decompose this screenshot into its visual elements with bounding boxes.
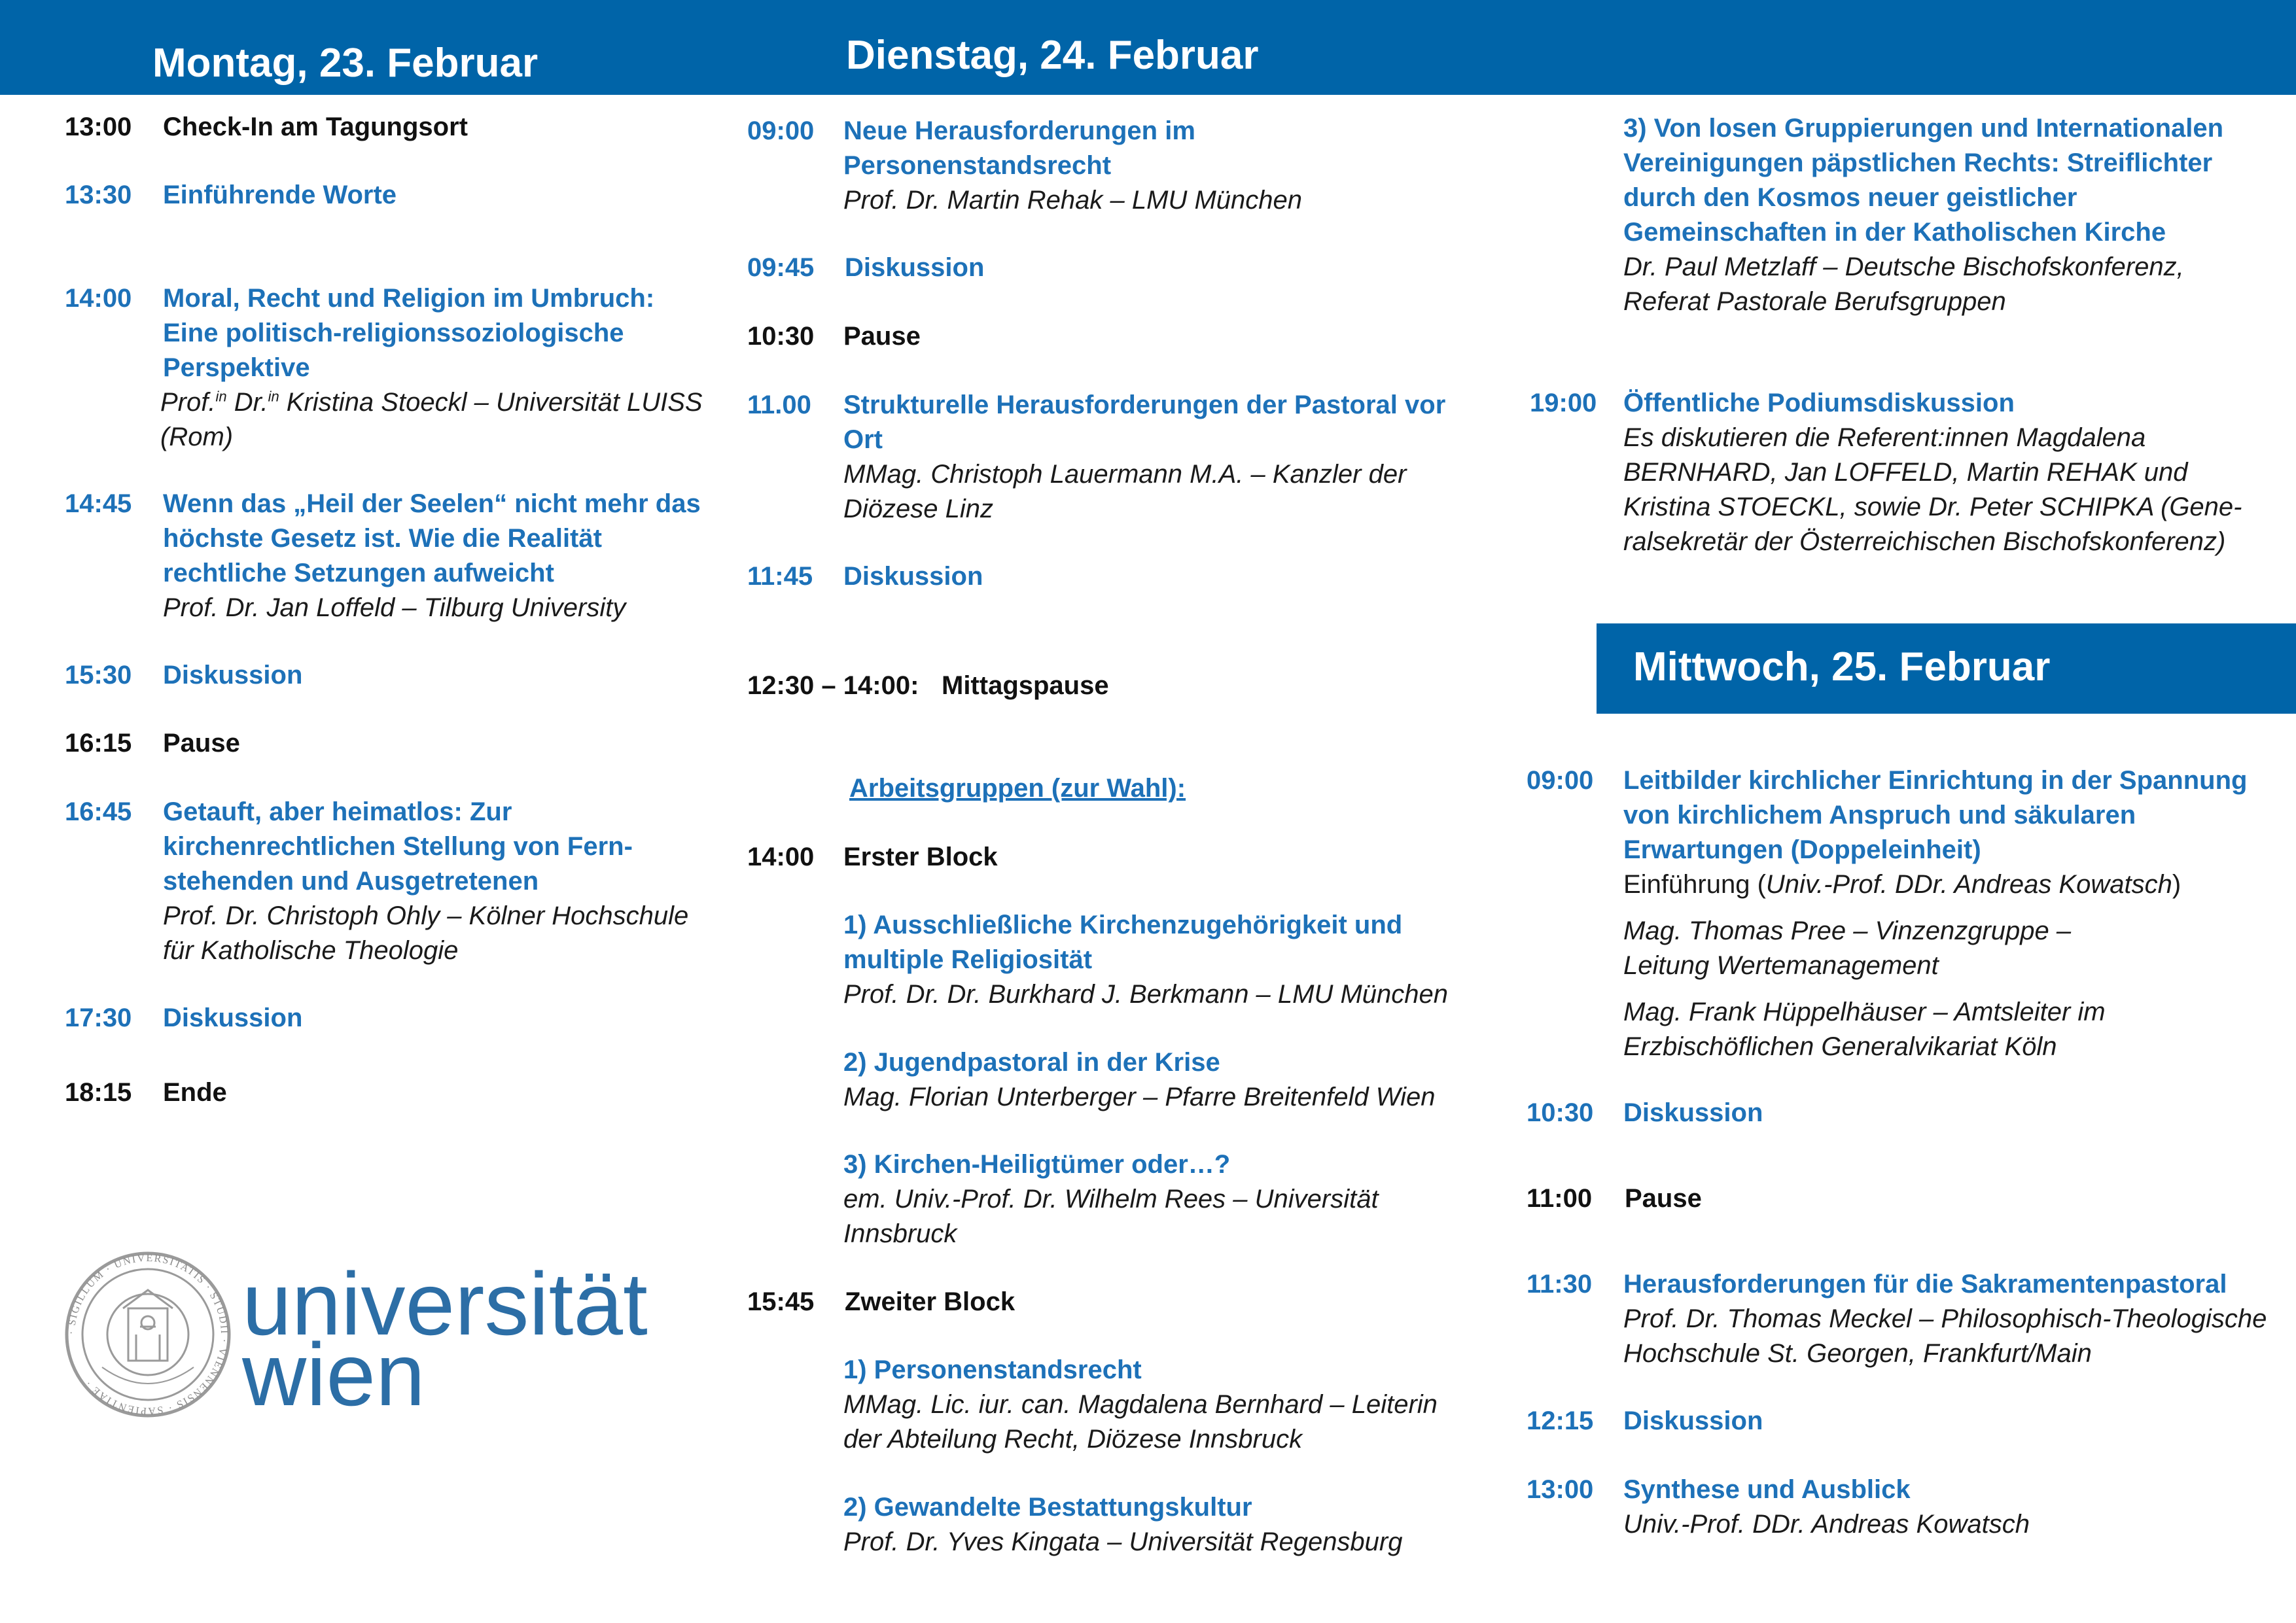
entry-title: Strukturelle Herausforderungen der Pastoral vor Ort bbox=[843, 391, 1446, 454]
entry-time: 12:15 bbox=[1527, 1406, 1594, 1435]
entry-time: 09:45 bbox=[747, 253, 815, 282]
entry-time: 11:30 bbox=[1527, 1270, 1593, 1299]
entry-title: Diskussion bbox=[1623, 1098, 1763, 1127]
entry-title: Erster Block bbox=[843, 843, 998, 871]
entry-title: Herausforderungen für die Sakramentenpastoral bbox=[1623, 1270, 2227, 1299]
entry-speaker: Dr. Paul Metzlaff – Deutsche Bischofskonferenz, Referat Pastorale Berufsgruppen bbox=[1623, 253, 2184, 316]
day-title-wednesday: Mittwoch, 25. Februar bbox=[1633, 644, 2051, 689]
seal-text: · SIGILLUM · UNIVERSITATIS · STUDII · VIENNENSIS · SAPIENTIAE · bbox=[65, 1252, 230, 1417]
entry-time: 10:30 bbox=[747, 322, 815, 351]
entry-speaker: MMag. Lic. iur. can. Magdalena Bernhard – Leiterin der Abteilung Recht, Diözese Innsbruck bbox=[843, 1390, 1438, 1454]
entry-time: 12:30 – 14:00: bbox=[747, 671, 919, 700]
entry-title: 2) Gewandelte Bestattungskultur bbox=[843, 1493, 1252, 1522]
working-groups-link[interactable]: Arbeitsgruppen (zur Wahl): bbox=[849, 774, 1186, 803]
entry-title: Diskussion bbox=[163, 1003, 303, 1032]
entry-time: 17:30 bbox=[65, 1003, 132, 1032]
day-title-monday: Montag, 23. Februar bbox=[152, 41, 539, 86]
entry-title: Getauft, aber heimatlos: Zur kirchenrechtlichen Stellung von Fernstehenden und Ausgetretenen bbox=[163, 797, 633, 896]
entry-time: 15:45 bbox=[747, 1287, 815, 1316]
entry-title: 3) Von losen Gruppierungen und Internationalen Vereinigungen päpstlichen Rechts: Streiflichter durch den Kosmos neuer geistlicher Gemeinschaften in der Katholischen Kirche bbox=[1623, 114, 2224, 247]
entry-title: Ende bbox=[163, 1078, 227, 1107]
entry-title: 1) Ausschließliche Kirchenzugehörigkeit und multiple Religiosität bbox=[843, 911, 1403, 974]
entry-speaker: Es diskutieren die Referent:innen Magdalena BERNHARD, Jan LOFFELD, Martin REHAK und Kristina STOECKL, sowie Dr. Peter SCHIPKA (Generalsekretär der Österreichischen Bischofskonferenz) bbox=[1623, 423, 2242, 556]
entry-speaker: Prof. Dr. Christoph Ohly – Kölner Hochschule für Katholische Theologie bbox=[163, 901, 689, 965]
entry-time: 11:45 bbox=[747, 562, 813, 591]
entry-time: 09:00 bbox=[1527, 766, 1594, 795]
entry-speaker: Prof. Dr. Yves Kingata – Universität Regensburg bbox=[843, 1527, 1403, 1556]
entry-intro: Einführung (Univ.-Prof. DDr. Andreas Kowatsch) bbox=[1623, 870, 2181, 899]
entry-title: Leitbilder kirchlicher Einrichtung in der Spannung von kirchlichem Anspruch und säkularen Erwartungen (Doppeleinheit) bbox=[1623, 766, 2248, 864]
entry-title: 3) Kirchen-Heiligtümer oder…? bbox=[843, 1150, 1231, 1179]
entry-time: 09:00 bbox=[747, 116, 815, 145]
entry-speaker: Prof. Dr. Thomas Meckel – Philosophisch-Theologische Hochschule St. Georgen, Frankfurt/Main bbox=[1623, 1304, 2267, 1368]
entry-speaker: Prof. Dr. Dr. Burkhard J. Berkmann – LMU München bbox=[843, 980, 1449, 1009]
entry-speaker: Univ.-Prof. DDr. Andreas Kowatsch bbox=[1623, 1510, 2030, 1539]
tuesday-schedule bbox=[747, 114, 1454, 1573]
entry-title: Diskussion bbox=[845, 253, 985, 282]
entry-title: Pause bbox=[843, 322, 921, 351]
monday-schedule bbox=[65, 110, 713, 1130]
university-logo bbox=[63, 1249, 652, 1420]
entry-speaker: Prof.$^{in}$ Dr.$^{in}$ Kristina Stoeckl – Universität LUISS (Rom) bbox=[160, 388, 703, 451]
entry-time: 16:45 bbox=[65, 797, 132, 826]
entry-title: Zweiter Block bbox=[845, 1287, 1016, 1316]
entry-title: Synthese und Ausblick bbox=[1623, 1475, 1911, 1504]
logo-line-1: universität bbox=[242, 1254, 648, 1353]
entry-title: 1) Personenstandsrecht bbox=[843, 1355, 1142, 1384]
entry-time: 13:30 bbox=[65, 181, 132, 209]
entry-title: Wenn das „Heil der Seelen“ nicht mehr das höchste Gesetz ist. Wie die Realität rechtliche Setzungen aufweicht bbox=[163, 489, 701, 587]
entry-title: Neue Herausforderungen im Personenstandsrecht bbox=[843, 116, 1195, 180]
entry-time: 15:30 bbox=[65, 661, 132, 689]
entry-speaker: Mag. Florian Unterberger – Pfarre Breitenfeld Wien bbox=[843, 1083, 1436, 1111]
entry-time: 16:15 bbox=[65, 729, 132, 758]
entry-time: 11.00 bbox=[747, 391, 811, 419]
entry-time: 14:00 bbox=[747, 843, 815, 871]
svg-text:· SIGILLUM · UNIVERSITATIS · S bbox=[66, 1253, 230, 1416]
entry-speaker: Mag. Thomas Pree – Vinzenzgruppe – Leitung Wertemanagement bbox=[1623, 916, 2072, 980]
entry-title: Einführende Worte bbox=[163, 181, 397, 209]
entry-title: Öffentliche Podiumsdiskussion bbox=[1623, 389, 2015, 417]
entry-time: 11:00 bbox=[1527, 1184, 1593, 1213]
entry-time: 13:00 bbox=[1527, 1475, 1594, 1504]
entry-time: 10:30 bbox=[1527, 1098, 1594, 1127]
entry-title: 2) Jugendpastoral in der Krise bbox=[843, 1048, 1220, 1077]
entry-title: Moral, Recht und Religion im Umbruch: Eine politisch-religionssoziologische Perspektive bbox=[163, 284, 655, 382]
entry-speaker: Prof. Dr. Jan Loffeld – Tilburg University bbox=[163, 593, 626, 622]
entry-speaker: Mag. Frank Hüppelhäuser – Amtsleiter im Erzbischöflichen Generalvikariat Köln bbox=[1623, 998, 2106, 1061]
logo-line-2: wien bbox=[242, 1325, 425, 1420]
day-title-tuesday: Dienstag, 24. Februar bbox=[846, 33, 1259, 78]
entry-title: Pause bbox=[163, 729, 240, 758]
entry-title: Diskussion bbox=[1623, 1406, 1763, 1435]
entry-time: 14:45 bbox=[65, 489, 132, 518]
entry-title: Pause bbox=[1625, 1184, 1702, 1213]
entry-title: Diskussion bbox=[163, 661, 303, 689]
entry-title: Diskussion bbox=[843, 562, 983, 591]
entry-time: 18:15 bbox=[65, 1078, 132, 1107]
entry-time: 13:00 bbox=[65, 113, 132, 141]
entry-speaker: MMag. Christoph Lauermann M.A. – Kanzler der Diözese Linz bbox=[843, 460, 1407, 523]
entry-speaker: em. Univ.-Prof. Dr. Wilhelm Rees – Universität Innsbruck bbox=[843, 1185, 1379, 1248]
entry-time: 19:00 bbox=[1530, 389, 1597, 417]
entry-title: Mittagspause bbox=[942, 671, 1109, 700]
tuesday-evening-schedule bbox=[1531, 111, 2264, 569]
wednesday-schedule bbox=[1527, 763, 2279, 1555]
entry-time: 14:00 bbox=[65, 284, 132, 313]
entry-speaker: Prof. Dr. Martin Rehak – LMU München bbox=[843, 186, 1302, 215]
entry-title: Check-In am Tagungsort bbox=[163, 113, 468, 141]
